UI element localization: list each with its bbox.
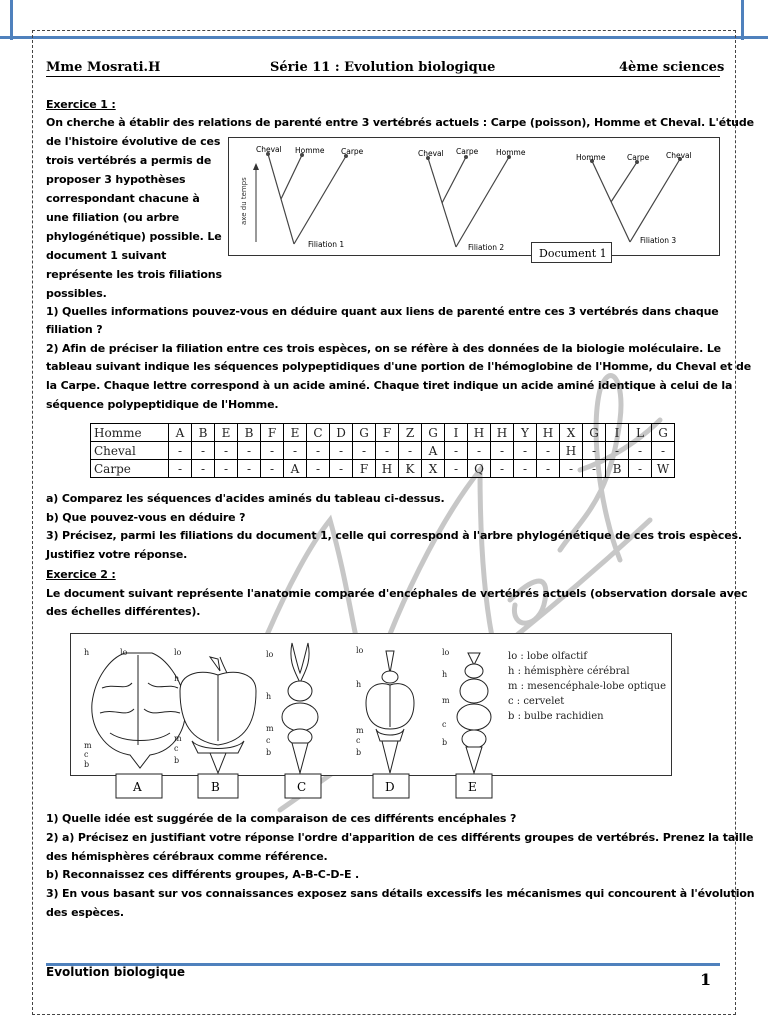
question-line: des hémisphères cérébraux comme référence.	[46, 850, 328, 863]
table-cell: G	[652, 424, 675, 442]
part-label: m	[356, 726, 364, 735]
table-cell: G	[422, 424, 445, 442]
document1-caption: Document 1	[539, 247, 607, 260]
table-cell: -	[284, 442, 307, 460]
legend-item: c : cervelet	[508, 696, 565, 707]
exercise2-intro-line: des échelles différentes).	[46, 605, 201, 618]
question-line: 1) Quelles informations pouvez-vous en déduire quant aux liens de parenté entre ces 3 vertébrés dans chaque	[46, 305, 719, 318]
part-label: h	[266, 692, 272, 701]
tree3-label: Filiation 3	[640, 236, 677, 245]
question-line: a) Comparez les séquences d'acides aminés du tableau ci-dessus.	[46, 492, 445, 505]
brain-d-label: D	[385, 780, 395, 794]
table-cell: G	[583, 424, 606, 442]
part-label: m	[174, 734, 182, 743]
part-label: h	[84, 648, 90, 657]
table-cell: L	[629, 424, 652, 442]
exercise1-intro-line: proposer 3 hypothèses	[46, 173, 186, 186]
table-cell: -	[445, 442, 468, 460]
legend-item: b : bulbe rachidien	[508, 711, 604, 722]
table-cell: -	[192, 442, 215, 460]
row-species-label: Carpe	[91, 460, 169, 478]
table-cell: F	[353, 460, 376, 478]
table-cell: I	[606, 424, 629, 442]
table-cell: -	[261, 442, 284, 460]
question-line: séquence polypeptidique de l'Homme.	[46, 398, 279, 411]
exercise2-title: Exercice 2 :	[46, 568, 116, 581]
exercise2-intro-line: Le document suivant représente l'anatomie comparée d'encéphales de vertébrés actuels (observation dorsale avec	[46, 587, 748, 600]
question-line: Justifiez votre réponse.	[46, 548, 188, 561]
part-label: m	[266, 724, 274, 733]
table-row	[91, 424, 675, 442]
question-line: 3) Précisez, parmi les filiations du document 1, celle qui correspond à l'arbre phylogénétique de ces trois espèces.	[46, 529, 742, 542]
table-cell: K	[399, 460, 422, 478]
table-cell: B	[606, 460, 629, 478]
exercise1-intro-line: document 1 suivant	[46, 249, 167, 262]
table-cell: E	[284, 424, 307, 442]
question-line: 2) Afin de préciser la filiation entre ces trois espèces, on se réfère à des données de la biologie moléculaire. Le	[46, 342, 721, 355]
table-cell: H	[537, 424, 560, 442]
exercise1-intro-line: phylogénétique) possible. Le	[46, 230, 222, 243]
top-left-accent	[10, 0, 13, 40]
table-cell: -	[560, 460, 583, 478]
header-rule	[46, 76, 720, 77]
part-label: h	[356, 680, 362, 689]
row-species-label: Cheval	[91, 442, 169, 460]
tree3-leaf: Cheval	[666, 151, 692, 160]
table-cell: B	[238, 424, 261, 442]
exercise1-title: Exercice 1 :	[46, 98, 116, 111]
table-cell: -	[215, 460, 238, 478]
table-cell: Z	[399, 424, 422, 442]
part-label: b	[442, 738, 448, 747]
table-cell: -	[445, 460, 468, 478]
table-cell: -	[514, 460, 537, 478]
table-cell: -	[537, 442, 560, 460]
document1-figure	[228, 137, 720, 265]
question-line: tableau suivant indique les séquences polypeptidiques d'une portion de l'hémoglobine de l'Homme, du Cheval et de	[46, 360, 752, 373]
exercise1-intro-line: possibles.	[46, 287, 107, 300]
legend-item: h : hémisphère cérébral	[508, 666, 630, 677]
table-cell: E	[215, 424, 238, 442]
question-line: la Carpe. Chaque lettre correspond à un acide aminé. Chaque tiret indique un acide aminé identique à celui de la	[46, 379, 733, 392]
tree2-leaf: Cheval	[418, 149, 444, 158]
tree2-label: Filiation 2	[468, 243, 505, 252]
table-row	[91, 442, 675, 460]
table-cell: -	[307, 442, 330, 460]
table-cell: F	[376, 424, 399, 442]
tree2-leaf: Carpe	[456, 147, 479, 156]
part-label: c	[84, 750, 89, 759]
table-cell: C	[307, 424, 330, 442]
tree2-leaf: Homme	[496, 148, 526, 157]
table-cell: H	[491, 424, 514, 442]
part-label: c	[266, 736, 271, 745]
table-cell: H	[468, 424, 491, 442]
table-cell: -	[215, 442, 238, 460]
exercise1-intro-line: de l'histoire évolutive de ces	[46, 135, 221, 148]
brain-a-label: A	[133, 780, 142, 794]
exercise1-intro-line: correspondant chacune à	[46, 192, 200, 205]
part-label: lo	[356, 646, 364, 655]
table-cell: A	[422, 442, 445, 460]
part-label: c	[442, 720, 447, 729]
part-label: m	[84, 741, 92, 750]
part-label: b	[84, 760, 90, 769]
table-cell: X	[422, 460, 445, 478]
part-label: b	[266, 748, 272, 757]
brain-comparison-figure	[70, 633, 672, 803]
table-cell: -	[491, 460, 514, 478]
table-cell: -	[238, 460, 261, 478]
time-axis-label: axe du temps	[240, 177, 248, 225]
tree3-leaf: Carpe	[627, 153, 650, 162]
table-cell: G	[353, 424, 376, 442]
table-cell: -	[169, 442, 192, 460]
table-cell: -	[330, 460, 353, 478]
table-cell: -	[629, 442, 652, 460]
table-cell: H	[376, 460, 399, 478]
tree1-leaf: Carpe	[341, 147, 364, 156]
footer-title: Evolution biologique	[46, 965, 186, 979]
table-cell: F	[261, 424, 284, 442]
part-label: lo	[120, 648, 128, 657]
legend-item: lo : lobe olfactif	[508, 651, 588, 662]
header-author: Mme Mosrati.H	[46, 60, 161, 75]
table-cell: Y	[514, 424, 537, 442]
table-row	[91, 460, 675, 478]
brain-c-label: C	[297, 780, 307, 794]
part-label: c	[356, 736, 361, 745]
row-species-label: Homme	[91, 424, 169, 442]
part-label: b	[356, 748, 362, 757]
tree1-label: Filiation 1	[308, 240, 345, 249]
table-cell: Q	[468, 460, 491, 478]
question-line: 3) En vous basant sur vos connaissances exposez sans détails excessifs les mécanismes qui concourent à l'évolution	[46, 887, 755, 900]
part-label: lo	[174, 648, 182, 657]
table-cell: -	[376, 442, 399, 460]
table-cell: -	[583, 442, 606, 460]
part-label: h	[174, 674, 180, 683]
table-cell: W	[652, 460, 675, 478]
exercise1-intro-line: une filiation (ou arbre	[46, 211, 180, 224]
question-line: des espèces.	[46, 906, 124, 919]
exercise1-intro-line: représente les trois filiations	[46, 268, 222, 281]
table-cell: -	[261, 460, 284, 478]
brain-e-label: E	[468, 780, 477, 794]
question-line: 2) a) Précisez en justifiant votre réponse l'ordre d'apparition de ces différents groupes de vertébrés. Prenez la taille	[46, 831, 754, 844]
exercise1-intro-line: trois vertébrés a permis de	[46, 154, 212, 167]
table-cell: -	[537, 460, 560, 478]
top-right-accent	[741, 0, 744, 40]
table-cell: -	[583, 460, 606, 478]
exercise1-intro-line: On cherche à établir des relations de parenté entre 3 vertébrés actuels : Carpe (poisson), Homme et Cheval. L'étude	[46, 116, 754, 129]
part-label: c	[174, 744, 179, 753]
table-cell: -	[307, 460, 330, 478]
tree1-leaf: Cheval	[256, 145, 282, 154]
table-cell: -	[514, 442, 537, 460]
table-cell: -	[238, 442, 261, 460]
part-label: lo	[266, 650, 274, 659]
tree3-leaf: Homme	[576, 153, 606, 162]
table-cell: B	[192, 424, 215, 442]
question-line: b) Reconnaissez ces différents groupes, A-B-C-D-E .	[46, 868, 360, 881]
table-cell: -	[399, 442, 422, 460]
question-line: filiation ?	[46, 323, 103, 336]
question-line: 1) Quelle idée est suggérée de la comparaison de ces différents encéphales ?	[46, 812, 517, 825]
table-cell: A	[169, 424, 192, 442]
question-line: b) Que pouvez-vous en déduire ?	[46, 511, 246, 524]
table-cell: -	[491, 442, 514, 460]
table-cell: X	[560, 424, 583, 442]
table-cell: -	[330, 442, 353, 460]
part-label: h	[442, 670, 448, 679]
table-cell: D	[330, 424, 353, 442]
sequence-table	[90, 423, 675, 478]
table-cell: -	[606, 442, 629, 460]
page-number: 1	[700, 970, 712, 989]
legend-item: m : mesencéphale-lobe optique	[508, 681, 667, 692]
header-title: Série 11 : Evolution biologique	[270, 60, 496, 75]
table-cell: -	[652, 442, 675, 460]
part-label: m	[442, 696, 450, 705]
table-cell: -	[169, 460, 192, 478]
part-label: lo	[442, 648, 450, 657]
table-cell: -	[353, 442, 376, 460]
table-cell: A	[284, 460, 307, 478]
table-cell: -	[468, 442, 491, 460]
table-cell: -	[192, 460, 215, 478]
table-cell: -	[629, 460, 652, 478]
part-label: b	[174, 756, 180, 765]
tree1-leaf: Homme	[295, 146, 325, 155]
table-cell: H	[560, 442, 583, 460]
table-cell: I	[445, 424, 468, 442]
header-level: 4ème sciences	[619, 60, 725, 75]
brain-b-label: B	[211, 780, 220, 794]
